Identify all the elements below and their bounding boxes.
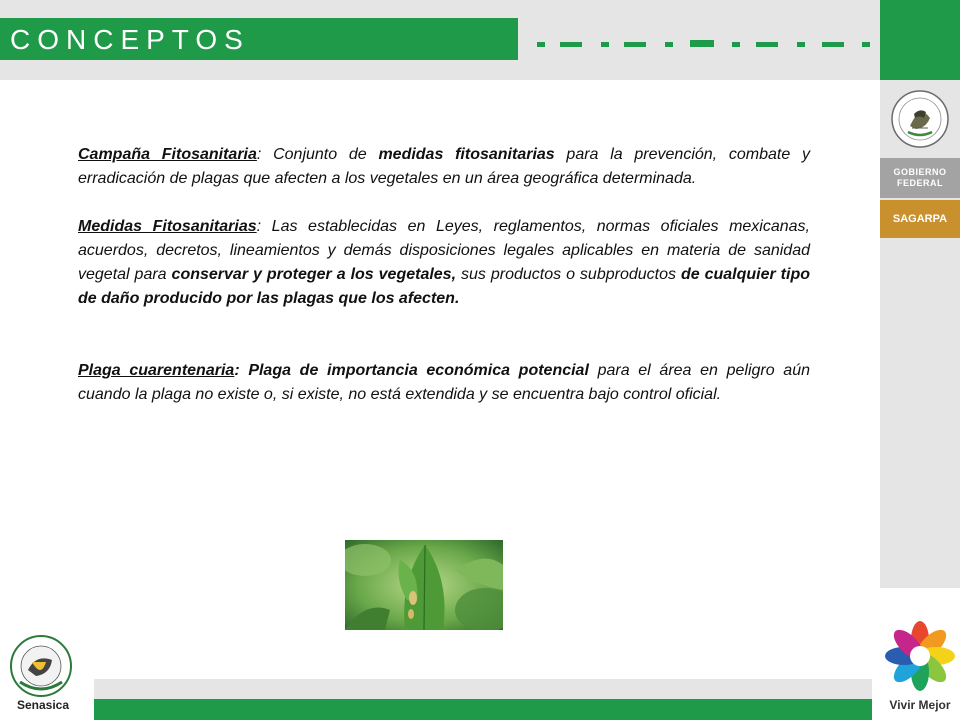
bold-span: medidas fitosanitarias [378, 146, 555, 163]
dash-decoration [756, 42, 778, 47]
green-corner-block [880, 0, 960, 80]
federal-line: FEDERAL [897, 178, 943, 188]
vivir-mejor-label: Vivir Mejor [889, 698, 951, 712]
bold-span: : Plaga de importancia económica potencial [234, 362, 589, 379]
dash-decoration [665, 42, 673, 47]
gobierno-federal-badge [880, 158, 960, 198]
dash-decoration [797, 42, 805, 47]
text-span: : Conjunto de [256, 146, 379, 163]
dash-decoration [624, 42, 646, 47]
dash-decoration [862, 42, 870, 47]
vivir-mejor-flower-icon [884, 618, 956, 696]
bold-span: conservar y proteger a los vegetales, [171, 266, 457, 283]
term-campana: Campaña Fitosanitaria [78, 146, 257, 163]
dash-decoration [690, 40, 714, 47]
gobierno-line: GOBIERNO [893, 167, 947, 177]
paragraph-campana [78, 143, 810, 191]
sagarpa-badge: SAGARPA [880, 200, 960, 238]
content-body [78, 143, 810, 407]
text-span: para el área en peligro aún cuando la plaga no existe o, si existe, no está extendida y se encuentra bajo control oficial. [78, 362, 811, 403]
dash-decoration [822, 42, 844, 47]
mexico-seal-icon [890, 88, 950, 150]
leaf-photo [345, 540, 503, 630]
page-title: CONCEPTOS [10, 24, 250, 55]
term-plaga: Plaga cuarentenaria [78, 362, 235, 379]
footer-green-band [94, 699, 872, 720]
dash-decoration [601, 42, 609, 47]
senasica-label: Senasica [16, 698, 70, 712]
dash-decoration [732, 42, 740, 47]
text-span: para la prevención, combate y erradicación de plagas que afecten a los vegetales en un área geográfica determinada. [78, 146, 810, 187]
footer-gray-band [94, 679, 872, 699]
paragraph-plaga [78, 359, 810, 407]
dash-decoration [537, 42, 545, 47]
paragraph-medidas [78, 215, 810, 311]
bold-span: de cualquier tipo de daño producido por las plagas que los afecten. [78, 266, 810, 307]
term-medidas: Medidas Fitosanitarias [78, 218, 257, 235]
text-span: sus productos o subproductos [456, 266, 681, 283]
dash-decoration [560, 42, 582, 47]
text-span: : Las establecidas en Leyes, reglamentos, normas oficiales mexicanas, acuerdos, decretos, lineamientos y demás disposiciones legales aplicables en materia de sanidad vegetal para [78, 218, 810, 283]
